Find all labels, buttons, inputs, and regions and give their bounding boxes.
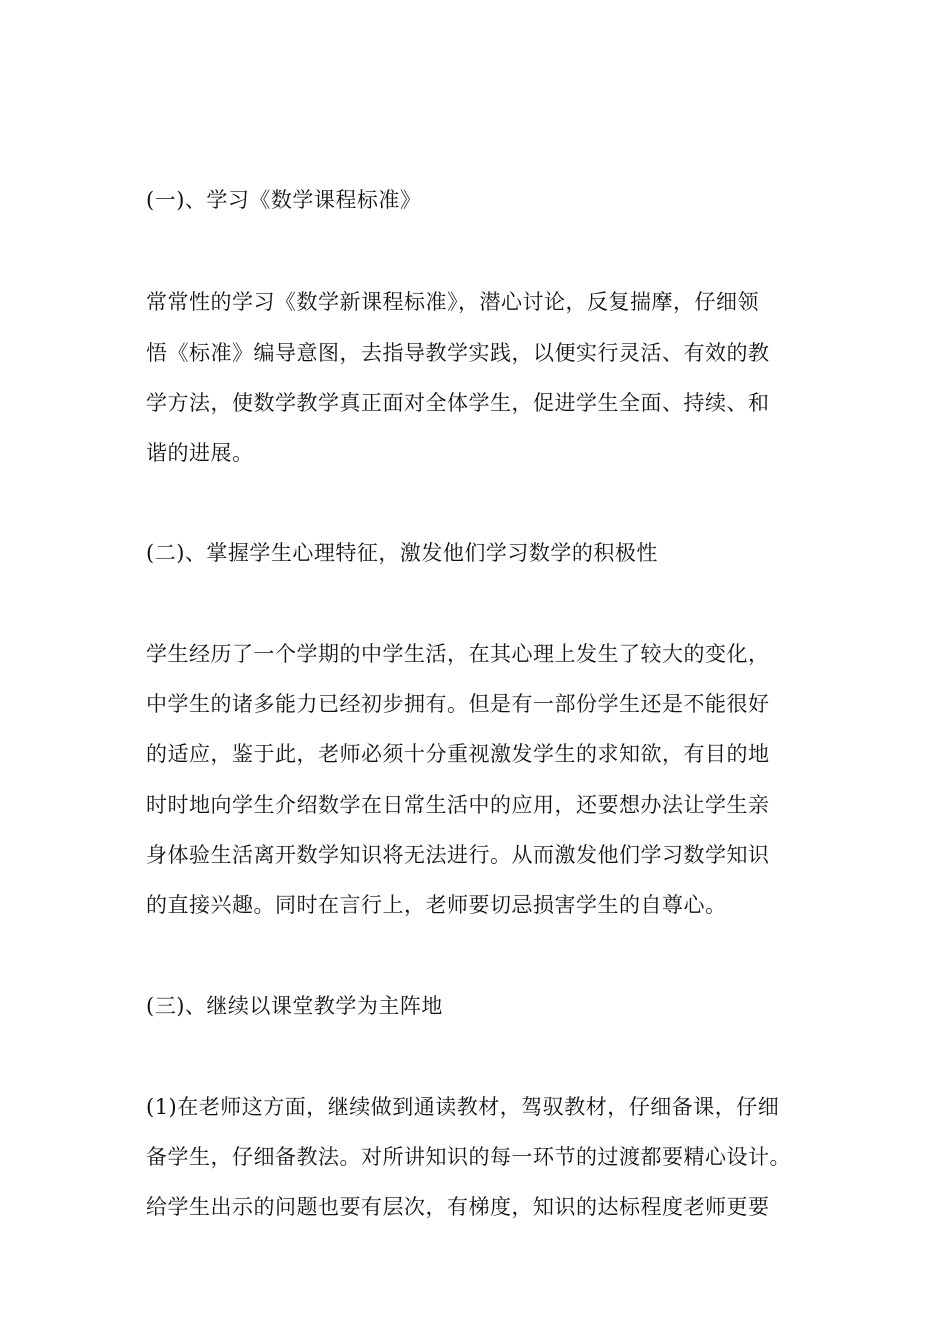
paragraph-2-line-4: 时时地向学生介绍数学在日常生活中的应用，还要想办法让学生亲 [146, 793, 770, 817]
paragraph-3-line-1: (1)在老师这方面，继续做到通读教材，驾驭教材，仔细备课，仔细 [146, 1095, 780, 1119]
paragraph-3-line-2: 备学生，仔细备教法。对所讲知识的每一环节的过渡都要精心设计。 [146, 1145, 791, 1169]
paragraph-1-line-1: 常常性的学习《数学新课程标准》，潜心讨论，反复揣摩，仔细领 [146, 290, 759, 314]
section-heading-3: (三)、继续以课堂教学为主阵地 [146, 994, 443, 1018]
paragraph-3-line-3: 给学生出示的问题也要有层次，有梯度，知识的达标程度老师更要 [146, 1195, 770, 1219]
section-heading-1: (一)、学习《数学课程标准》 [146, 188, 422, 212]
paragraph-1-line-4: 谐的进展。 [146, 441, 254, 465]
paragraph-2-line-1: 学生经历了一个学期的中学生活，在其心理上发生了较大的变化， [146, 642, 770, 666]
paragraph-2-line-2: 中学生的诸多能力已经初步拥有。但是有一部份学生还是不能很好 [146, 692, 770, 716]
paragraph-2-line-5: 身体验生活离开数学知识将无法进行。从而激发他们学习数学知识 [146, 843, 770, 867]
section-heading-2: (二)、掌握学生心理特征，激发他们学习数学的积极性 [146, 541, 658, 565]
paragraph-1-line-2: 悟《标准》编导意图，去指导教学实践，以便实行灵活、有效的教 [146, 341, 770, 365]
paragraph-2-line-3: 的适应，鉴于此，老师必须十分重视激发学生的求知欲，有目的地 [146, 742, 770, 766]
paragraph-2-line-6: 的直接兴趣。同时在言行上，老师要切忌损害学生的自尊心。 [146, 893, 727, 917]
paragraph-1-line-3: 学方法，使数学教学真正面对全体学生，促进学生全面、持续、和 [146, 391, 770, 415]
